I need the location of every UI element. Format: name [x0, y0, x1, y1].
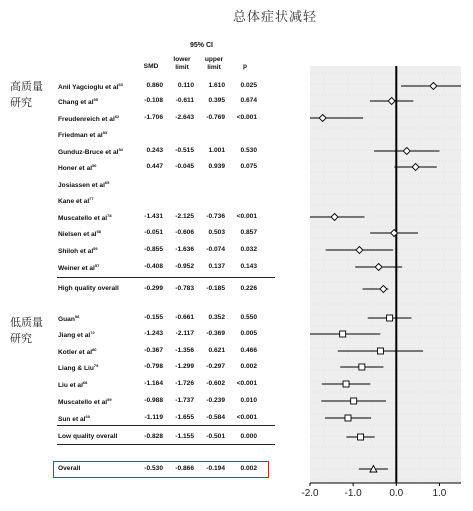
study-reference: 78 [107, 213, 112, 218]
cell-lower: -1.726 [175, 380, 194, 387]
study-reference: 59 [93, 246, 98, 251]
study-label: Friedman et al [58, 132, 103, 140]
study-label: Chang et al [58, 99, 94, 107]
cell-smd: -1.243 [144, 330, 163, 337]
cell-smd: -0.855 [144, 246, 163, 253]
cell-p: 0.466 [240, 347, 257, 354]
cell-smd: -0.408 [144, 263, 163, 270]
study-reference: 55 [93, 97, 98, 102]
cell-smd: -0.530 [144, 465, 163, 472]
study-reference: 56 [92, 163, 97, 168]
x-tick-label: 0.0 [389, 488, 404, 499]
cell-lower: -0.611 [175, 97, 194, 104]
cell-lower: 0.110 [177, 82, 194, 89]
ci-header: 95% CI [190, 42, 213, 49]
cell-lower: -1.299 [175, 363, 194, 370]
cell-p: 0.002 [240, 465, 257, 472]
cell-p: 0.000 [240, 433, 257, 440]
cell-upper: -0.584 [206, 414, 225, 421]
figure-title: 总体症状减轻 [233, 9, 318, 24]
study-label: Gunduz-Bruce et al [58, 149, 119, 157]
cell-p: 0.226 [240, 285, 257, 292]
study-reference: 59 [107, 397, 112, 402]
point-estimate-square [377, 348, 383, 354]
cell-smd: 0.447 [146, 163, 163, 170]
p-header: p [242, 63, 248, 70]
cell-lower: -0.783 [175, 285, 194, 292]
cell-p: 0.143 [240, 263, 257, 270]
cell-p: <0.001 [236, 213, 257, 220]
cell-smd: 0.860 [146, 82, 163, 89]
study-label: Guan [58, 316, 75, 324]
study-label: Jiang et al [58, 332, 91, 340]
cell-p: 0.010 [240, 397, 257, 404]
cell-lower: -1.655 [175, 414, 194, 421]
study-label: Nielsen et al [58, 231, 97, 239]
study-reference: 54 [118, 147, 123, 152]
point-estimate-square [359, 364, 365, 370]
cell-upper: 0.503 [208, 229, 225, 236]
study-label: Shiloh et al [58, 248, 94, 256]
cell-p: <0.001 [236, 380, 257, 387]
study-label: High quality overall [58, 285, 119, 292]
study-label: Honer et al [58, 165, 93, 173]
cell-lower: -1.636 [175, 246, 194, 253]
cell-lower: -0.952 [175, 263, 194, 270]
cell-smd: -1.119 [144, 414, 163, 421]
cell-lower: -2.643 [175, 114, 194, 121]
cell-upper: -0.769 [206, 114, 225, 121]
study-label: Muscatello et al [58, 215, 108, 223]
cell-lower: -1.737 [175, 397, 194, 404]
cell-lower: -1.356 [175, 347, 194, 354]
study-label: Kotler et al [58, 349, 93, 357]
cell-upper: -0.185 [206, 285, 225, 292]
point-estimate-square [345, 415, 351, 421]
point-estimate-square [387, 315, 393, 321]
cell-upper: -0.602 [206, 380, 225, 387]
cell-smd: -0.155 [144, 314, 163, 321]
cell-lower: -1.155 [175, 433, 194, 440]
cell-upper: -0.194 [206, 465, 225, 472]
point-estimate-square [343, 381, 349, 387]
cell-upper: -0.239 [206, 397, 225, 404]
cell-p: 0.032 [240, 246, 257, 253]
cell-p: <0.001 [236, 414, 257, 421]
study-reference: 57 [94, 263, 100, 268]
study-label: Freudenreich et al [58, 116, 115, 124]
lower-limit-header: lower limit [173, 56, 191, 71]
cell-lower: -2.117 [175, 330, 194, 337]
group-label-low-quality: 低质量 研究 [10, 317, 43, 345]
cell-smd: -0.988 [144, 397, 163, 404]
study-label: Sun et al [58, 416, 86, 424]
cell-p: 0.674 [240, 97, 257, 104]
study-label: Anil Yagcioglu et al [58, 84, 119, 92]
study-label: Josiassen et al [58, 182, 105, 190]
x-tick-label: -2.0 [301, 488, 319, 499]
cell-p: 0.550 [240, 314, 257, 321]
cell-smd: -1.431 [144, 213, 163, 220]
cell-upper: -0.369 [206, 330, 225, 337]
cell-p: 0.530 [240, 147, 257, 154]
study-label: Overall [58, 465, 81, 472]
cell-upper: -0.297 [206, 363, 225, 370]
cell-lower: -0.606 [175, 229, 194, 236]
study-reference: 58 [96, 229, 101, 234]
study-reference: 58 [74, 314, 80, 319]
cell-upper: 0.137 [208, 263, 225, 270]
cell-lower: -0.045 [175, 163, 194, 170]
cell-smd: -0.828 [144, 433, 163, 440]
study-reference: 53 [102, 130, 108, 135]
cell-lower: -0.661 [175, 314, 194, 321]
study-reference: 62 [114, 114, 120, 119]
cell-upper: -0.501 [206, 433, 225, 440]
cell-upper: 0.621 [208, 347, 225, 354]
cell-upper: 0.939 [208, 163, 225, 170]
cell-p: 0.025 [240, 82, 257, 89]
cell-p: 0.857 [240, 229, 257, 236]
study-reference: 77 [89, 196, 94, 201]
study-reference: 72 [90, 330, 95, 335]
plot-background [310, 66, 461, 483]
study-reference: 80 [92, 347, 97, 352]
cell-smd: -0.367 [144, 347, 163, 354]
cell-smd: -0.798 [144, 363, 163, 370]
cell-smd: -0.051 [144, 229, 163, 236]
study-reference: 60 [85, 414, 90, 419]
cell-smd: -0.299 [144, 285, 163, 292]
study-reference: 79 [93, 363, 99, 368]
cell-p: 0.075 [240, 163, 257, 170]
group-label-high-quality: 高质量 研究 [10, 81, 43, 109]
cell-smd: -1.706 [144, 114, 163, 121]
study-label: Kane et al [58, 198, 90, 206]
cell-upper: 1.610 [208, 82, 225, 89]
cell-lower: -2.125 [175, 213, 194, 220]
study-label: Low quality overall [58, 433, 118, 440]
study-label: Weiner et al [58, 265, 95, 273]
cell-p: 0.002 [240, 363, 257, 370]
cell-lower: -0.866 [175, 465, 194, 472]
study-reference: 65 [104, 180, 110, 185]
point-estimate-square [358, 434, 364, 440]
cell-p: 0.005 [240, 330, 257, 337]
cell-lower: -0.515 [175, 147, 194, 154]
study-reference: 68 [82, 380, 88, 385]
x-tick-label: -1.0 [344, 488, 362, 499]
point-estimate-square [340, 331, 346, 337]
study-label: Liu et al [58, 382, 83, 390]
cell-smd: -1.164 [144, 380, 163, 387]
cell-smd: 0.243 [146, 147, 163, 154]
x-tick-label: 1.0 [432, 488, 447, 499]
cell-upper: -0.736 [206, 213, 225, 220]
study-label: Liang & Liu [58, 365, 94, 373]
study-label: Muscatello et al [58, 399, 108, 407]
cell-upper: 0.395 [208, 97, 225, 104]
smd-header: SMD [143, 63, 159, 70]
upper-limit-header: upper limit [204, 56, 224, 71]
point-estimate-square [351, 398, 357, 404]
cell-upper: 0.352 [208, 314, 225, 321]
cell-upper: -0.074 [206, 246, 225, 253]
study-reference: 53 [118, 82, 123, 87]
cell-upper: 1.001 [208, 147, 225, 154]
cell-smd: -0.108 [144, 97, 163, 104]
cell-p: <0.001 [236, 114, 257, 121]
